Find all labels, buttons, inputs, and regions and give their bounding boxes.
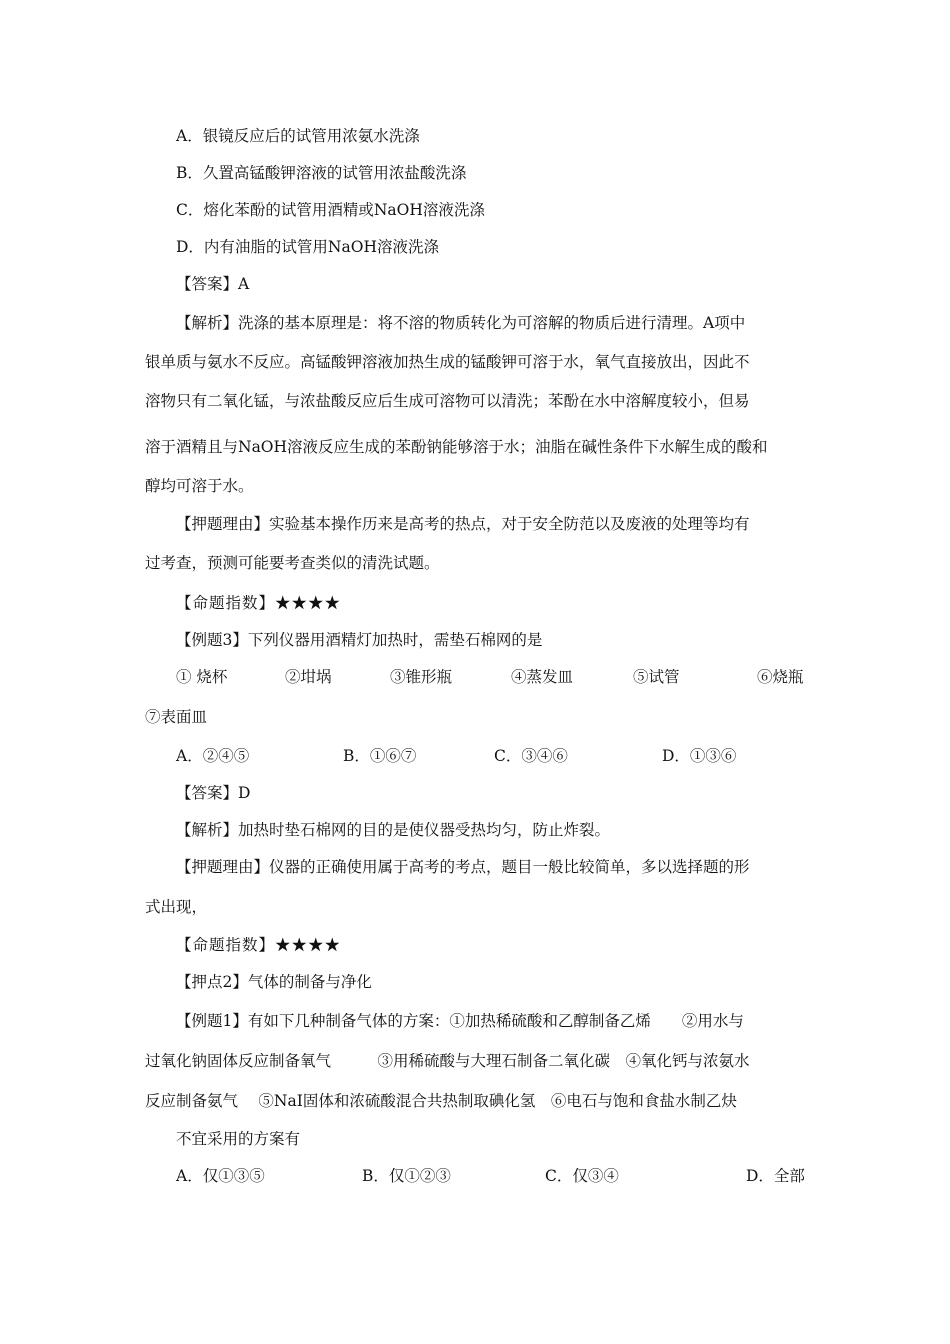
option-c: C．③④⑥ xyxy=(494,747,568,765)
analysis-line: 银单质与氨水不反应。高锰酸钾溶液加热生成的锰酸钾可溶于水，氧气直接放出，因此不 xyxy=(145,353,750,371)
analysis-line: 醇均可溶于水。 xyxy=(145,477,254,495)
instrument-item: ③锥形瓶 xyxy=(390,668,453,686)
instrument-item: ⑥烧瓶 xyxy=(757,668,804,686)
question-stem: 【例题3】下列仪器用酒精灯加热时，需垫石棉网的是 xyxy=(176,631,543,649)
option-b: B．①⑥⑦ xyxy=(343,747,417,765)
reason-line: 【押题理由】仪器的正确使用属于高考的考点，题目一般比较简单，多以选择题的形 xyxy=(176,858,750,876)
reason-line: 过考查，预测可能要考查类似的清洗试题。 xyxy=(145,554,440,572)
question-stem: 【例题1】有如下几种制备气体的方案：①加热稀硫酸和乙醇制备乙烯 ②用水与 xyxy=(176,1012,744,1030)
option-d: D．①③⑥ xyxy=(662,747,737,765)
option-d: D．内有油脂的试管用NaOH溶液洗涤 xyxy=(176,238,439,256)
question-ask: 不宜采用的方案有 xyxy=(176,1130,301,1148)
analysis-line: 【解析】洗涤的基本原理是：将不溶的物质转化为可溶解的物质后进行清理。A项中 xyxy=(176,314,746,332)
question-stem: 过氧化钠固体反应制备氧气 ③用稀硫酸与大理石制备二氧化碳 ④氧化钙与浓氨水 xyxy=(145,1052,750,1070)
section-heading: 【押点2】气体的制备与净化 xyxy=(176,973,372,991)
analysis-line: 溶于酒精且与NaOH溶液反应生成的苯酚钠能够溶于水；油脂在碱性条件下水解生成的酸和 xyxy=(145,438,768,456)
instrument-item: ④蒸发皿 xyxy=(511,668,574,686)
question-stem: 反应制备氨气 ⑤NaI固体和浓硫酸混合共热制取碘化氢 ⑥电石与饱和食盐水制乙炔 xyxy=(145,1092,737,1110)
option-a: A．银镜反应后的试管用浓氨水洗涤 xyxy=(176,127,420,145)
option-b: B．久置高锰酸钾溶液的试管用浓盐酸洗涤 xyxy=(176,164,467,182)
answer: 【答案】A xyxy=(176,275,250,293)
option-a: A．仅①③⑤ xyxy=(176,1167,265,1185)
instrument-item: ⑤试管 xyxy=(633,668,680,686)
reason-line: 式出现， xyxy=(145,898,208,916)
difficulty-index: 【命题指数】★★★★ xyxy=(176,936,342,954)
difficulty-index: 【命题指数】★★★★ xyxy=(176,594,342,612)
option-d: D．全部 xyxy=(746,1167,805,1185)
option-b: B．仅①②③ xyxy=(362,1167,451,1185)
instrument-item: ②坩埚 xyxy=(285,668,332,686)
option-c: C．仅③④ xyxy=(545,1167,619,1185)
answer: 【答案】D xyxy=(176,784,251,802)
analysis: 【解析】加热时垫石棉网的目的是使仪器受热均匀，防止炸裂。 xyxy=(176,821,611,839)
reason-line: 【押题理由】实验基本操作历来是高考的热点，对于安全防范以及废液的处理等均有 xyxy=(176,515,750,533)
option-a: A．②④⑤ xyxy=(176,747,250,765)
instrument-item: ① 烧杯 xyxy=(176,668,228,686)
instrument-item: ⑦表面皿 xyxy=(145,708,208,726)
analysis-line: 溶物只有二氧化锰，与浓盐酸反应后生成可溶物可以清洗；苯酚在水中溶解度较小，但易 xyxy=(145,392,750,410)
option-c: C．熔化苯酚的试管用酒精或NaOH溶液洗涤 xyxy=(176,201,485,219)
